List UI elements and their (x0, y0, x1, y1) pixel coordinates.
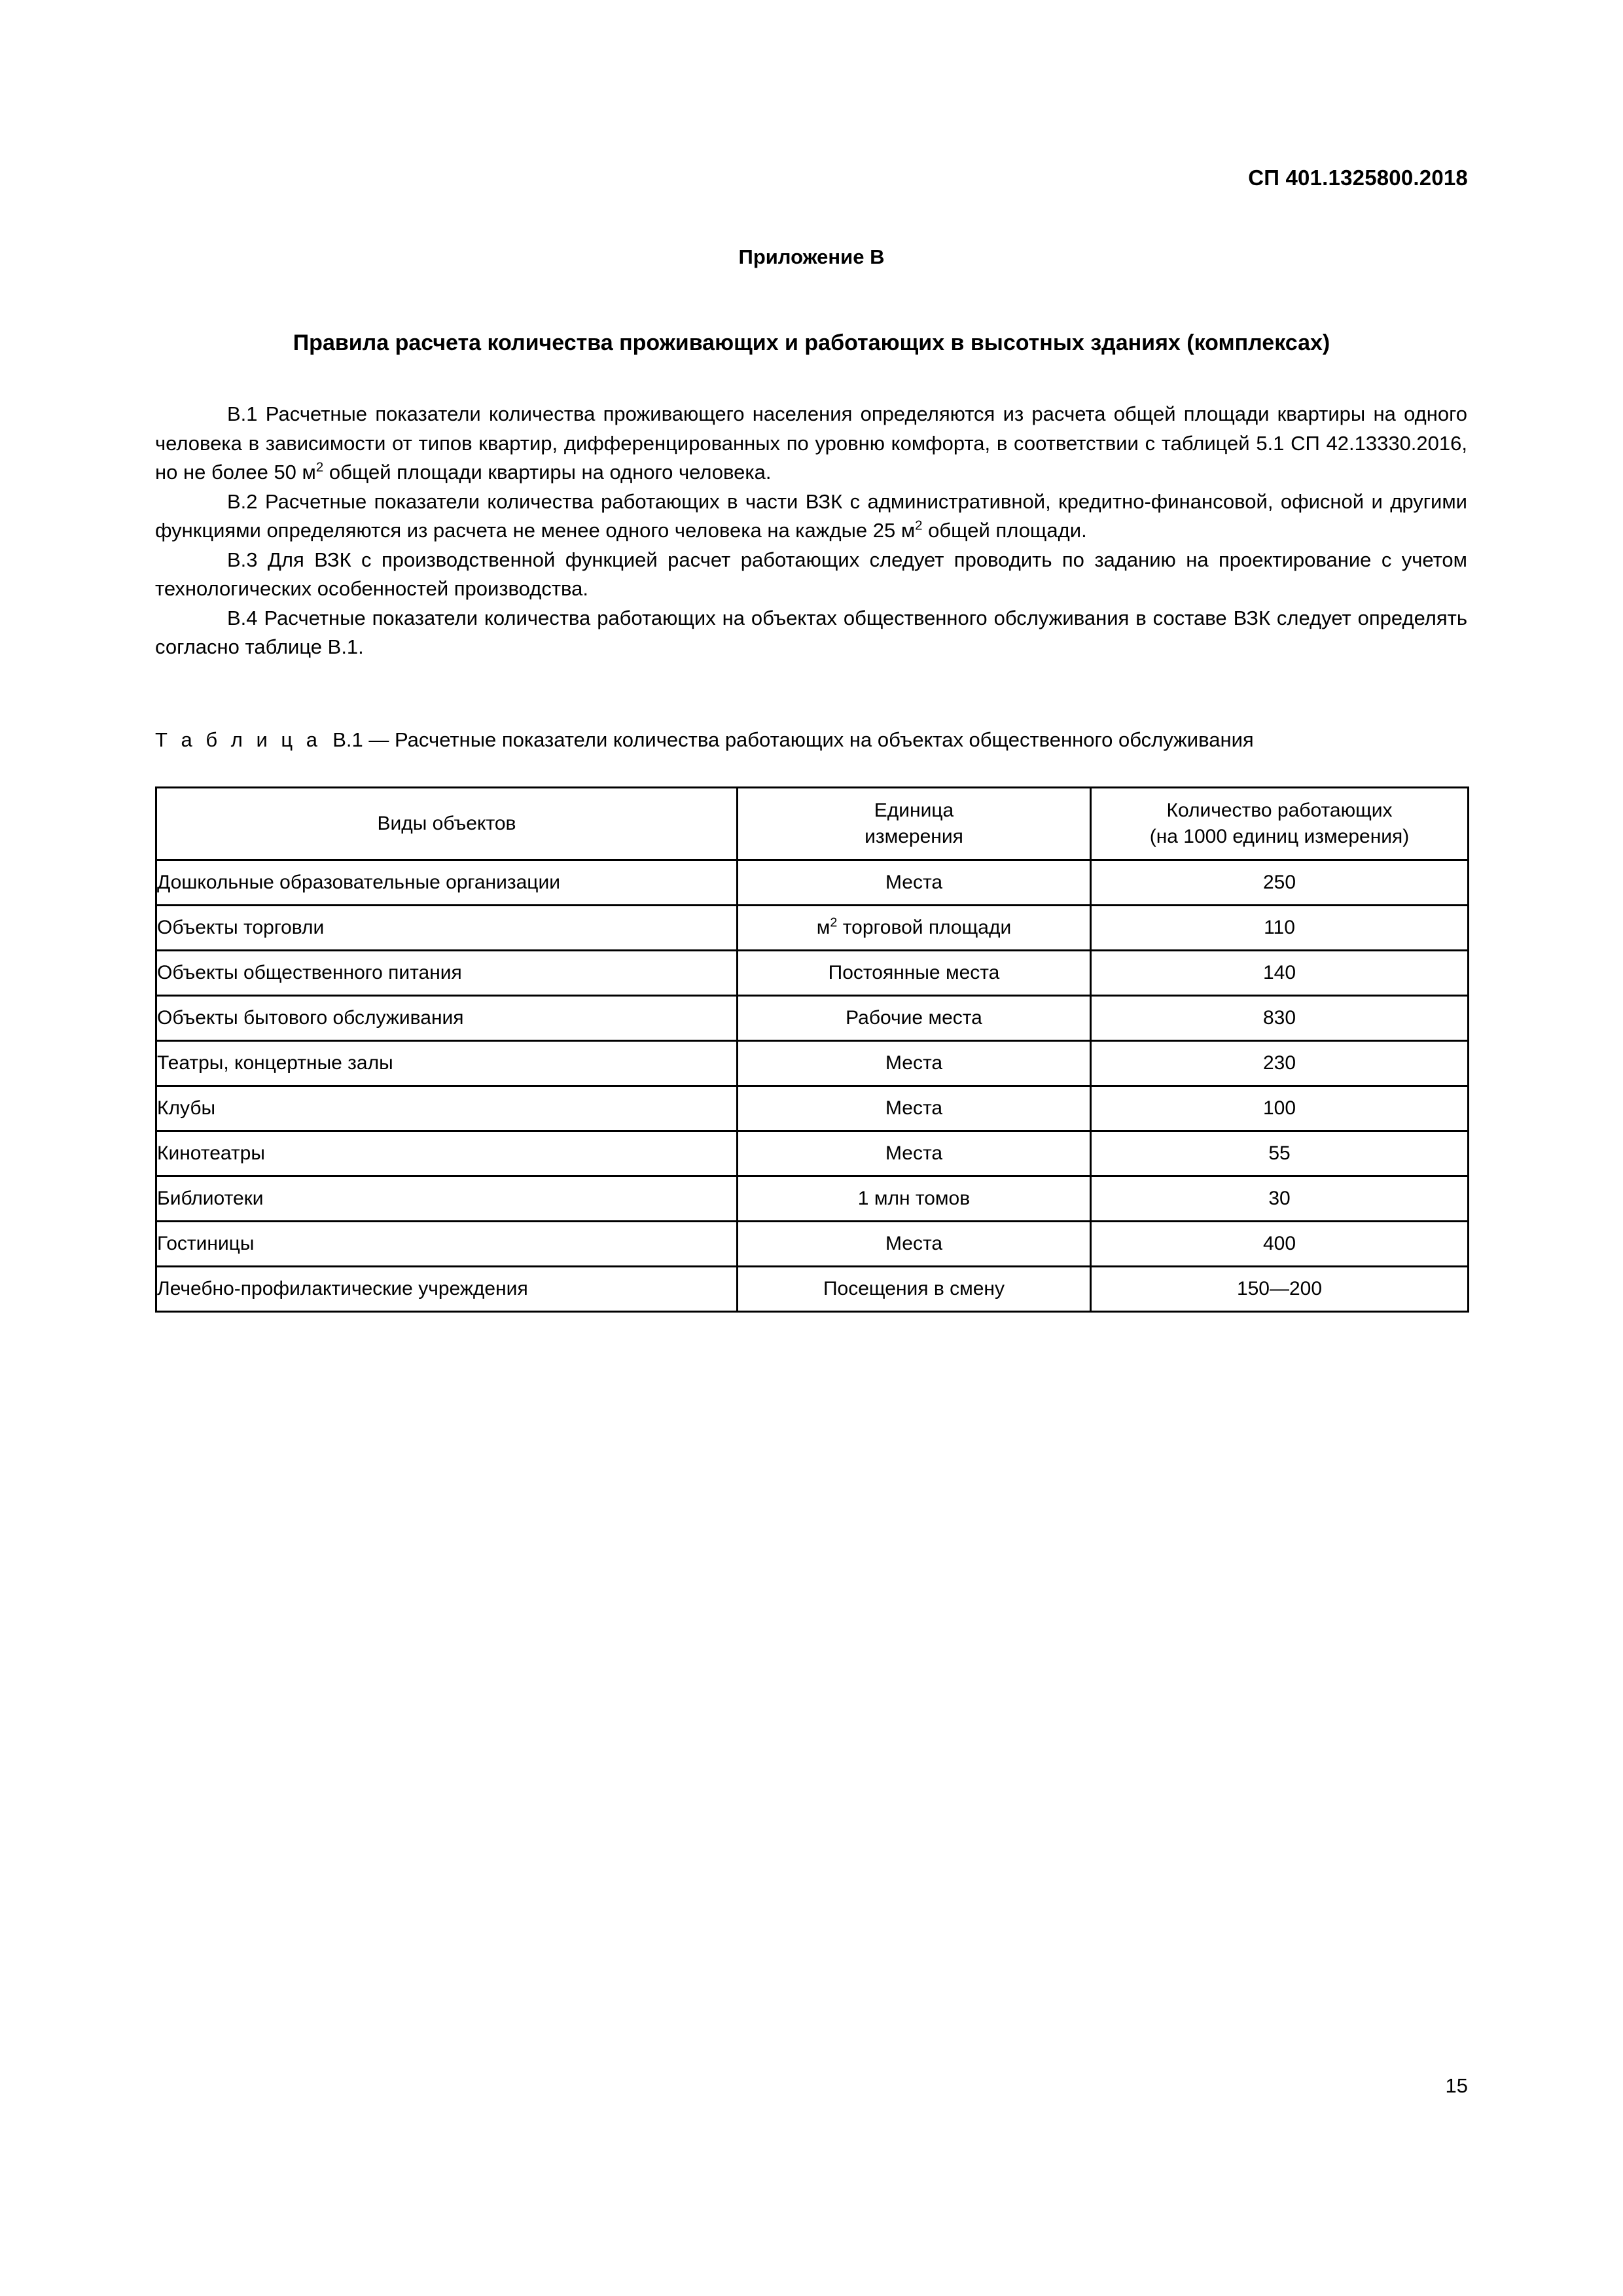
clause-b2-text-pre: В.2 Расчетные показатели количества работающих в части ВЗК с административной, кредитно-финансовой, офисной и другими функциями определяются из расчета не менее одного человека на каждые 25 м (155, 489, 1467, 542)
table-header-unit (738, 788, 1091, 860)
cell-unit-pre: Места (885, 1142, 943, 1164)
table-row (156, 1041, 1469, 1086)
table-header-row (156, 788, 1469, 860)
cell-unit (738, 1267, 1091, 1312)
clause-b1-superscript: 2 (315, 459, 324, 475)
clause-b1-text-pre: В.1 Расчетные показатели количества проживающего населения определяются из расчета общей площади квартиры на одного человека в зависимости от типов квартир, дифференцированных по уровню комфорта, в соответствии с таблицей 5.1 СП 42.13330.2016, но не более 50 м (155, 402, 1467, 484)
annex-label: Приложение В (738, 245, 885, 268)
cell-unit (738, 1222, 1091, 1267)
table-header-object-type-label: Виды объектов (377, 813, 516, 834)
cell-unit (738, 906, 1091, 951)
table-b1-wrapper (155, 786, 1467, 1313)
cell-unit-pre: Места (885, 1052, 943, 1074)
table-row (156, 1222, 1469, 1267)
clause-paragraph-b4 (155, 604, 1467, 662)
table-row (156, 1176, 1469, 1222)
clause-b3-text: В.3 Для ВЗК с производственной функцией расчет работающих следует проводить по заданию на проектирование с учетом технологических особенностей производства. (155, 548, 1467, 600)
page-number: 15 (1445, 2074, 1468, 2097)
cell-unit-pre: Рабочие места (846, 1007, 982, 1029)
cell-workers-value: 100 (1091, 1086, 1469, 1131)
table-header-workers (1091, 788, 1469, 860)
cell-object-type: Лечебно-профилактические учреждения (156, 1267, 738, 1312)
table-row (156, 860, 1469, 906)
cell-object-type: Театры, концертные залы (156, 1041, 738, 1086)
table-header-workers-line1: Количество работающих (1166, 800, 1393, 821)
clause-b2-text-post: общей площади. (922, 519, 1087, 542)
cell-unit (738, 951, 1091, 996)
clause-paragraph-b3 (155, 546, 1467, 604)
table-caption-keyword: Т а б л и ц а (155, 728, 322, 751)
table-row (156, 996, 1469, 1041)
cell-unit-post: торговой площади (837, 917, 1012, 938)
table-row (156, 1267, 1469, 1312)
cell-workers-value: 55 (1091, 1131, 1469, 1176)
cell-workers-value: 250 (1091, 860, 1469, 906)
cell-unit-superscript: 2 (830, 915, 838, 930)
cell-unit-pre: Места (885, 1233, 943, 1254)
cell-unit-pre: Посещения в смену (823, 1278, 1005, 1299)
cell-unit (738, 1086, 1091, 1131)
cell-unit-pre: 1 млн томов (857, 1188, 971, 1209)
table-header-unit-line1: Единица (874, 800, 954, 821)
cell-unit-pre: Места (885, 1097, 943, 1119)
cell-unit (738, 996, 1091, 1041)
clause-paragraph-b1 (155, 400, 1467, 487)
cell-workers-value: 230 (1091, 1041, 1469, 1086)
cell-object-type: Гостиницы (156, 1222, 738, 1267)
table-b1 (155, 786, 1469, 1313)
table-row (156, 1086, 1469, 1131)
table-body (156, 860, 1469, 1312)
clause-b4-text: В.4 Расчетные показатели количества работающих на объектах общественного обслуживания в составе ВЗК следует определять согласно таблице В.1. (155, 606, 1467, 658)
cell-workers-value: 30 (1091, 1176, 1469, 1222)
table-row (156, 906, 1469, 951)
clause-text-block (155, 400, 1467, 662)
cell-workers-value: 140 (1091, 951, 1469, 996)
cell-object-type: Кинотеатры (156, 1131, 738, 1176)
cell-object-type: Дошкольные образовательные организации (156, 860, 738, 906)
table-header-workers-line2: (на 1000 единиц измерения) (1149, 826, 1410, 847)
cell-workers-value: 830 (1091, 996, 1469, 1041)
cell-object-type: Библиотеки (156, 1176, 738, 1222)
annex-title: Правила расчета количества проживающих и работающих в высотных зданиях (комплексах) (293, 330, 1330, 355)
cell-unit (738, 1131, 1091, 1176)
clause-b2-superscript: 2 (915, 518, 923, 533)
table-row (156, 1131, 1469, 1176)
cell-workers-value: 110 (1091, 906, 1469, 951)
table-caption (155, 728, 1471, 752)
cell-unit (738, 860, 1091, 906)
table-header-unit-line2: измерения (865, 826, 963, 847)
cell-object-type: Клубы (156, 1086, 738, 1131)
table-head (156, 788, 1469, 860)
cell-object-type: Объекты бытового обслуживания (156, 996, 738, 1041)
cell-unit-pre: м (816, 917, 830, 938)
clause-b1-text-post: общей площади квартиры на одного человека. (323, 461, 772, 484)
cell-workers-value: 150—200 (1091, 1267, 1469, 1312)
cell-workers-value: 400 (1091, 1222, 1469, 1267)
cell-object-type: Объекты торговли (156, 906, 738, 951)
table-caption-text: В.1 — Расчетные показатели количества работающих на объектах общественного обслуживания (332, 728, 1254, 751)
cell-unit (738, 1041, 1091, 1086)
table-row (156, 951, 1469, 996)
cell-unit-pre: Места (885, 872, 943, 893)
document-header-code: СП 401.1325800.2018 (1248, 166, 1468, 190)
cell-object-type: Объекты общественного питания (156, 951, 738, 996)
cell-unit (738, 1176, 1091, 1222)
clause-paragraph-b2 (155, 487, 1467, 546)
cell-unit-pre: Постоянные места (828, 962, 1000, 983)
table-header-object-type (156, 788, 738, 860)
